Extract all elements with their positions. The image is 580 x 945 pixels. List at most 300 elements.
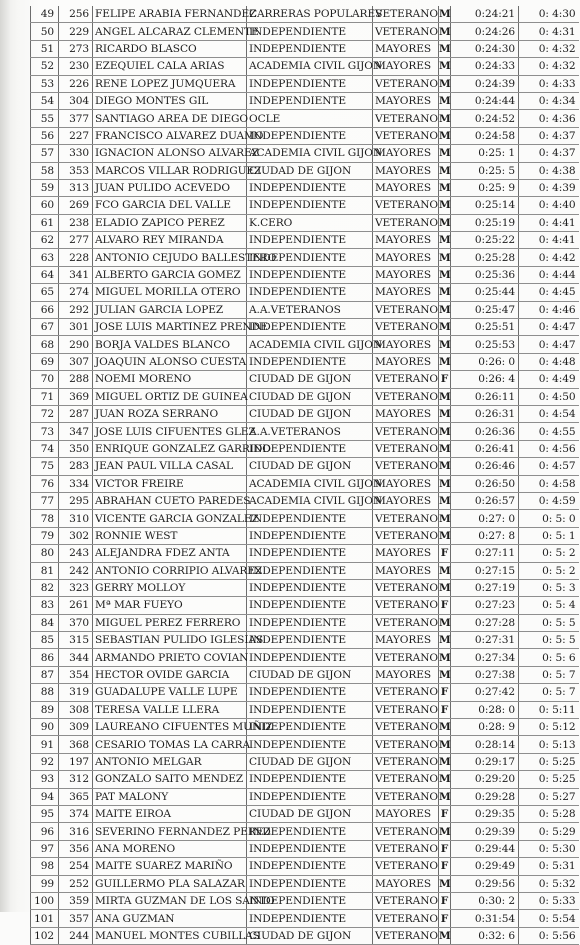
- position-cell: 50: [31, 23, 59, 40]
- position-cell: 81: [31, 562, 59, 579]
- pace-cell: 0: 5: 5: [519, 632, 579, 649]
- table-row: [31, 527, 579, 544]
- club-cell: INDEPENDIENTE: [247, 266, 373, 283]
- bib-number-cell: 228: [59, 249, 93, 266]
- finish-time-cell: 0:28: 0: [451, 701, 519, 718]
- pace-cell: 0: 4:45: [519, 284, 579, 301]
- runner-name-cell: RONNIE WEST: [93, 527, 247, 544]
- pace-cell: 0: 4:31: [519, 23, 579, 40]
- club-cell: INDEPENDIENTE: [247, 771, 373, 788]
- sex-cell: F: [439, 371, 451, 388]
- pace-cell: 0: 5:54: [519, 910, 579, 927]
- club-cell: INDEPENDIENTE: [247, 284, 373, 301]
- results-body: [31, 6, 579, 945]
- runner-name-cell: JULIAN GARCIA LOPEZ: [93, 301, 247, 318]
- finish-time-cell: 0:25:36: [451, 266, 519, 283]
- finish-time-cell: 0:25:28: [451, 249, 519, 266]
- runner-name-cell: ALVARO REY MIRANDA: [93, 232, 247, 249]
- runner-name-cell: ANTONIO MELGAR: [93, 753, 247, 770]
- table-row: [31, 58, 579, 75]
- category-cell: MAYORES: [373, 145, 439, 162]
- position-cell: 74: [31, 440, 59, 457]
- bib-number-cell: 369: [59, 388, 93, 405]
- position-cell: 93: [31, 771, 59, 788]
- sex-cell: M: [439, 23, 451, 40]
- category-cell: VETERANO: [373, 6, 439, 23]
- finish-time-cell: 0:29:17: [451, 753, 519, 770]
- sex-cell: M: [439, 336, 451, 353]
- sex-cell: M: [439, 92, 451, 109]
- pace-cell: 0: 5:12: [519, 719, 579, 736]
- position-cell: 80: [31, 545, 59, 562]
- position-cell: 66: [31, 301, 59, 318]
- pace-cell: 0: 4:36: [519, 110, 579, 127]
- club-cell: INDEPENDIENTE: [247, 527, 373, 544]
- runner-name-cell: GUADALUPE VALLE LUPE: [93, 684, 247, 701]
- category-cell: VETERANO: [373, 423, 439, 440]
- table-row: [31, 753, 579, 770]
- bib-number-cell: 283: [59, 458, 93, 475]
- position-cell: 75: [31, 458, 59, 475]
- category-cell: MAYORES: [373, 336, 439, 353]
- bib-number-cell: 313: [59, 179, 93, 196]
- pace-cell: 0: 5:30: [519, 840, 579, 857]
- runner-name-cell: CESARIO TOMAS LA CARRA: [93, 736, 247, 753]
- pace-cell: 0: 4:56: [519, 440, 579, 457]
- finish-time-cell: 0:24:44: [451, 92, 519, 109]
- category-cell: VETERANO: [373, 927, 439, 944]
- runner-name-cell: ELADIO ZAPICO PEREZ: [93, 214, 247, 231]
- sex-cell: F: [439, 684, 451, 701]
- pace-cell: 0: 5: 7: [519, 666, 579, 683]
- position-cell: 87: [31, 666, 59, 683]
- pace-cell: 0: 5:31: [519, 858, 579, 875]
- finish-time-cell: 0:27:23: [451, 597, 519, 614]
- sex-cell: M: [439, 562, 451, 579]
- position-cell: 58: [31, 162, 59, 179]
- category-cell: VETERANO: [373, 614, 439, 631]
- club-cell: INDEPENDIENTE: [247, 545, 373, 562]
- finish-time-cell: 0:25:19: [451, 214, 519, 231]
- position-cell: 59: [31, 179, 59, 196]
- runner-name-cell: MIGUEL ORTIZ DE GUINEA: [93, 388, 247, 405]
- finish-time-cell: 0:29:28: [451, 788, 519, 805]
- table-row: [31, 92, 579, 109]
- bib-number-cell: 310: [59, 510, 93, 527]
- bib-number-cell: 254: [59, 858, 93, 875]
- club-cell: CIUDAD DE GIJON: [247, 162, 373, 179]
- bib-number-cell: 334: [59, 475, 93, 492]
- category-cell: MAYORES: [373, 475, 439, 492]
- bib-number-cell: 277: [59, 232, 93, 249]
- finish-time-cell: 0:29:35: [451, 805, 519, 822]
- category-cell: MAYORES: [373, 632, 439, 649]
- finish-time-cell: 0:27:15: [451, 562, 519, 579]
- category-cell: VETERANO: [373, 579, 439, 596]
- sex-cell: M: [439, 162, 451, 179]
- pace-cell: 0: 4:49: [519, 371, 579, 388]
- position-cell: 73: [31, 423, 59, 440]
- category-cell: VETERANO: [373, 649, 439, 666]
- runner-name-cell: ALEJANDRA FDEZ ANTA: [93, 545, 247, 562]
- position-cell: 49: [31, 6, 59, 23]
- bib-number-cell: 316: [59, 823, 93, 840]
- category-cell: VETERANO: [373, 510, 439, 527]
- finish-time-cell: 0:24:21: [451, 6, 519, 23]
- table-row: [31, 423, 579, 440]
- club-cell: CIUDAD DE GIJON: [247, 805, 373, 822]
- category-cell: MAYORES: [373, 232, 439, 249]
- sex-cell: M: [439, 614, 451, 631]
- finish-time-cell: 0:30: 2: [451, 892, 519, 909]
- pace-cell: 0: 4:37: [519, 145, 579, 162]
- bib-number-cell: 370: [59, 614, 93, 631]
- bib-number-cell: 273: [59, 40, 93, 57]
- table-row: [31, 701, 579, 718]
- sex-cell: M: [439, 301, 451, 318]
- runner-name-cell: RICARDO BLASCO: [93, 40, 247, 57]
- sex-cell: M: [439, 719, 451, 736]
- runner-name-cell: VICENTE GARCIA GONZALEZ: [93, 510, 247, 527]
- runner-name-cell: ALBERTO GARCIA GOMEZ: [93, 266, 247, 283]
- finish-time-cell: 0:25:53: [451, 336, 519, 353]
- position-cell: 71: [31, 388, 59, 405]
- position-cell: 102: [31, 927, 59, 944]
- category-cell: VETERANO: [373, 197, 439, 214]
- runner-name-cell: MIRTA GUZMAN DE LOS SANTO: [93, 892, 247, 909]
- table-row: [31, 319, 579, 336]
- finish-time-cell: 0:27:34: [451, 649, 519, 666]
- category-cell: MAYORES: [373, 875, 439, 892]
- bib-number-cell: 347: [59, 423, 93, 440]
- position-cell: 54: [31, 92, 59, 109]
- club-cell: INDEPENDIENTE: [247, 892, 373, 909]
- bib-number-cell: 197: [59, 753, 93, 770]
- runner-name-cell: PAT MALONY: [93, 788, 247, 805]
- runner-name-cell: ANTONIO CORRIPIO ALVAREZ: [93, 562, 247, 579]
- table-row: [31, 788, 579, 805]
- finish-time-cell: 0:29:56: [451, 875, 519, 892]
- pace-cell: 0: 4:34: [519, 92, 579, 109]
- bib-number-cell: 242: [59, 562, 93, 579]
- finish-time-cell: 0:27:11: [451, 545, 519, 562]
- position-cell: 77: [31, 492, 59, 509]
- position-cell: 98: [31, 858, 59, 875]
- bib-number-cell: 301: [59, 319, 93, 336]
- pace-cell: 0: 4:41: [519, 214, 579, 231]
- club-cell: INDEPENDIENTE: [247, 40, 373, 57]
- table-row: [31, 632, 579, 649]
- runner-name-cell: MAITE SUAREZ MARIÑO: [93, 858, 247, 875]
- position-cell: 60: [31, 197, 59, 214]
- bib-number-cell: 319: [59, 684, 93, 701]
- bib-number-cell: 256: [59, 6, 93, 23]
- table-row: [31, 719, 579, 736]
- sex-cell: M: [439, 579, 451, 596]
- pace-cell: 0: 4:58: [519, 475, 579, 492]
- club-cell: INDEPENDIENTE: [247, 736, 373, 753]
- club-cell: ACADEMIA CIVIL GIJON: [247, 475, 373, 492]
- table-row: [31, 75, 579, 92]
- category-cell: VETERANO: [373, 388, 439, 405]
- results-table: [30, 6, 579, 945]
- club-cell: INDEPENDIENTE: [247, 684, 373, 701]
- club-cell: INDEPENDIENTE: [247, 353, 373, 370]
- runner-name-cell: HECTOR OVIDE GARCIA: [93, 666, 247, 683]
- position-cell: 67: [31, 319, 59, 336]
- club-cell: INDEPENDIENTE: [247, 319, 373, 336]
- category-cell: VETERANO: [373, 719, 439, 736]
- category-cell: VETERANO: [373, 840, 439, 857]
- pace-cell: 0: 4:57: [519, 458, 579, 475]
- table-row: [31, 736, 579, 753]
- category-cell: VETERANO: [373, 440, 439, 457]
- pace-cell: 0: 4:41: [519, 232, 579, 249]
- club-cell: INDEPENDIENTE: [247, 840, 373, 857]
- table-row: [31, 162, 579, 179]
- club-cell: ACADEMIA CIVIL GIJON: [247, 492, 373, 509]
- club-cell: INDEPENDIENTE: [247, 858, 373, 875]
- finish-time-cell: 0:24:30: [451, 40, 519, 57]
- category-cell: MAYORES: [373, 40, 439, 57]
- finish-time-cell: 0:26:50: [451, 475, 519, 492]
- sex-cell: F: [439, 858, 451, 875]
- pace-cell: 0: 4:40: [519, 197, 579, 214]
- club-cell: ACADEMIA CIVIL GIJON: [247, 145, 373, 162]
- pace-cell: 0: 4:42: [519, 249, 579, 266]
- position-cell: 94: [31, 788, 59, 805]
- category-cell: MAYORES: [373, 666, 439, 683]
- bib-number-cell: 252: [59, 875, 93, 892]
- position-cell: 57: [31, 145, 59, 162]
- finish-time-cell: 0:26:31: [451, 405, 519, 422]
- category-cell: VETERANO: [373, 127, 439, 144]
- pace-cell: 0: 4:54: [519, 405, 579, 422]
- pace-cell: 0: 5:11: [519, 701, 579, 718]
- position-cell: 69: [31, 353, 59, 370]
- category-cell: MAYORES: [373, 545, 439, 562]
- position-cell: 101: [31, 910, 59, 927]
- sex-cell: F: [439, 910, 451, 927]
- table-row: [31, 301, 579, 318]
- sex-cell: M: [439, 666, 451, 683]
- sex-cell: M: [439, 75, 451, 92]
- bib-number-cell: 341: [59, 266, 93, 283]
- category-cell: VETERANO: [373, 701, 439, 718]
- table-row: [31, 405, 579, 422]
- position-cell: 90: [31, 719, 59, 736]
- pace-cell: 0: 4:47: [519, 336, 579, 353]
- position-cell: 56: [31, 127, 59, 144]
- finish-time-cell: 0:29:39: [451, 823, 519, 840]
- table-row: [31, 579, 579, 596]
- bib-number-cell: 288: [59, 371, 93, 388]
- runner-name-cell: SEBASTIAN PULIDO IGLESIAS: [93, 632, 247, 649]
- sex-cell: M: [439, 40, 451, 57]
- category-cell: MAYORES: [373, 492, 439, 509]
- bib-number-cell: 229: [59, 23, 93, 40]
- finish-time-cell: 0:24:58: [451, 127, 519, 144]
- bib-number-cell: 353: [59, 162, 93, 179]
- sex-cell: M: [439, 736, 451, 753]
- table-row: [31, 823, 579, 840]
- sex-cell: F: [439, 545, 451, 562]
- bib-number-cell: 295: [59, 492, 93, 509]
- position-cell: 52: [31, 58, 59, 75]
- bib-number-cell: 269: [59, 197, 93, 214]
- club-cell: K.CERO: [247, 214, 373, 231]
- position-cell: 96: [31, 823, 59, 840]
- position-cell: 79: [31, 527, 59, 544]
- pace-cell: 0: 5: 3: [519, 579, 579, 596]
- runner-name-cell: ABRAHAN CUETO PAREDES: [93, 492, 247, 509]
- sex-cell: M: [439, 440, 451, 457]
- category-cell: VETERANO: [373, 23, 439, 40]
- pace-cell: 0: 4:47: [519, 319, 579, 336]
- club-cell: INDEPENDIENTE: [247, 910, 373, 927]
- bib-number-cell: 287: [59, 405, 93, 422]
- table-row: [31, 284, 579, 301]
- sex-cell: M: [439, 58, 451, 75]
- position-cell: 88: [31, 684, 59, 701]
- club-cell: A.A.VETERANOS: [247, 301, 373, 318]
- runner-name-cell: LAUREANO CIFUENTES MUÑIZ: [93, 719, 247, 736]
- runner-name-cell: ANGEL ALCARAZ CLEMENTE: [93, 23, 247, 40]
- runner-name-cell: MARCOS VILLAR RODRIGUEZ: [93, 162, 247, 179]
- position-cell: 82: [31, 579, 59, 596]
- runner-name-cell: FELIPE ARABIA FERNANDEZ: [93, 6, 247, 23]
- table-row: [31, 805, 579, 822]
- pace-cell: 0: 5:29: [519, 823, 579, 840]
- position-cell: 92: [31, 753, 59, 770]
- category-cell: VETERANO: [373, 597, 439, 614]
- runner-name-cell: MANUEL MONTES CUBILLAS: [93, 927, 247, 944]
- finish-time-cell: 0:27: 0: [451, 510, 519, 527]
- table-row: [31, 562, 579, 579]
- table-row: [31, 458, 579, 475]
- category-cell: VETERANO: [373, 301, 439, 318]
- sex-cell: M: [439, 110, 451, 127]
- category-cell: VETERANO: [373, 771, 439, 788]
- position-cell: 83: [31, 597, 59, 614]
- category-cell: VETERANO: [373, 736, 439, 753]
- bib-number-cell: 290: [59, 336, 93, 353]
- bib-number-cell: 323: [59, 579, 93, 596]
- club-cell: INDEPENDIENTE: [247, 597, 373, 614]
- sex-cell: M: [439, 127, 451, 144]
- finish-time-cell: 0:29:49: [451, 858, 519, 875]
- runner-name-cell: IGNACION ALONSO ALVAREZ: [93, 145, 247, 162]
- position-cell: 51: [31, 40, 59, 57]
- table-row: [31, 249, 579, 266]
- pace-cell: 0: 5:33: [519, 892, 579, 909]
- bib-number-cell: 244: [59, 927, 93, 944]
- finish-time-cell: 0:27:31: [451, 632, 519, 649]
- position-cell: 55: [31, 110, 59, 127]
- bib-number-cell: 226: [59, 75, 93, 92]
- club-cell: INDEPENDIENTE: [247, 75, 373, 92]
- pace-cell: 0: 5:27: [519, 788, 579, 805]
- finish-time-cell: 0:27: 8: [451, 527, 519, 544]
- category-cell: VETERANO: [373, 753, 439, 770]
- category-cell: MAYORES: [373, 405, 439, 422]
- sex-cell: M: [439, 388, 451, 405]
- category-cell: VETERANO: [373, 319, 439, 336]
- sex-cell: M: [439, 771, 451, 788]
- position-cell: 61: [31, 214, 59, 231]
- table-row: [31, 649, 579, 666]
- table-row: [31, 771, 579, 788]
- table-row: [31, 336, 579, 353]
- table-row: [31, 492, 579, 509]
- runner-name-cell: GONZALO SAITO MENDEZ: [93, 771, 247, 788]
- club-cell: INDEPENDIENTE: [247, 179, 373, 196]
- sex-cell: M: [439, 353, 451, 370]
- sex-cell: M: [439, 179, 451, 196]
- position-cell: 89: [31, 701, 59, 718]
- table-row: [31, 145, 579, 162]
- bib-number-cell: 261: [59, 597, 93, 614]
- sex-cell: M: [439, 214, 451, 231]
- club-cell: INDEPENDIENTE: [247, 788, 373, 805]
- club-cell: CIUDAD DE GIJON: [247, 753, 373, 770]
- table-row: [31, 179, 579, 196]
- club-cell: INDEPENDIENTE: [247, 823, 373, 840]
- finish-time-cell: 0:25:51: [451, 319, 519, 336]
- table-row: [31, 40, 579, 57]
- sex-cell: M: [439, 649, 451, 666]
- finish-time-cell: 0:27:38: [451, 666, 519, 683]
- table-row: [31, 440, 579, 457]
- sex-cell: M: [439, 753, 451, 770]
- sex-cell: M: [439, 492, 451, 509]
- sex-cell: M: [439, 632, 451, 649]
- runner-name-cell: ARMANDO PRIETO COVIAN: [93, 649, 247, 666]
- category-cell: VETERANO: [373, 110, 439, 127]
- bib-number-cell: 357: [59, 910, 93, 927]
- pace-cell: 0: 4:39: [519, 179, 579, 196]
- club-cell: A.A.VETERANOS: [247, 423, 373, 440]
- position-cell: 97: [31, 840, 59, 857]
- table-row: [31, 597, 579, 614]
- finish-time-cell: 0:27:19: [451, 579, 519, 596]
- runner-name-cell: MAITE EIROA: [93, 805, 247, 822]
- pace-cell: 0: 4:44: [519, 266, 579, 283]
- pace-cell: 0: 4:37: [519, 127, 579, 144]
- table-row: [31, 388, 579, 405]
- club-cell: ACADEMIA CIVIL GIJON: [247, 58, 373, 75]
- finish-time-cell: 0:24:26: [451, 23, 519, 40]
- finish-time-cell: 0:28:14: [451, 736, 519, 753]
- club-cell: INDEPENDIENTE: [247, 92, 373, 109]
- sex-cell: M: [439, 145, 451, 162]
- position-cell: 68: [31, 336, 59, 353]
- table-row: [31, 127, 579, 144]
- sex-cell: F: [439, 892, 451, 909]
- category-cell: MAYORES: [373, 179, 439, 196]
- finish-time-cell: 0:24:33: [451, 58, 519, 75]
- bib-number-cell: 312: [59, 771, 93, 788]
- club-cell: CIUDAD DE GIJON: [247, 371, 373, 388]
- finish-time-cell: 0:26:36: [451, 423, 519, 440]
- pace-cell: 0: 4:32: [519, 58, 579, 75]
- runner-name-cell: FRANCISCO ALVAREZ DUAMO: [93, 127, 247, 144]
- club-cell: INDEPENDIENTE: [247, 249, 373, 266]
- bib-number-cell: 243: [59, 545, 93, 562]
- bib-number-cell: 365: [59, 788, 93, 805]
- bib-number-cell: 292: [59, 301, 93, 318]
- table-row: [31, 6, 579, 23]
